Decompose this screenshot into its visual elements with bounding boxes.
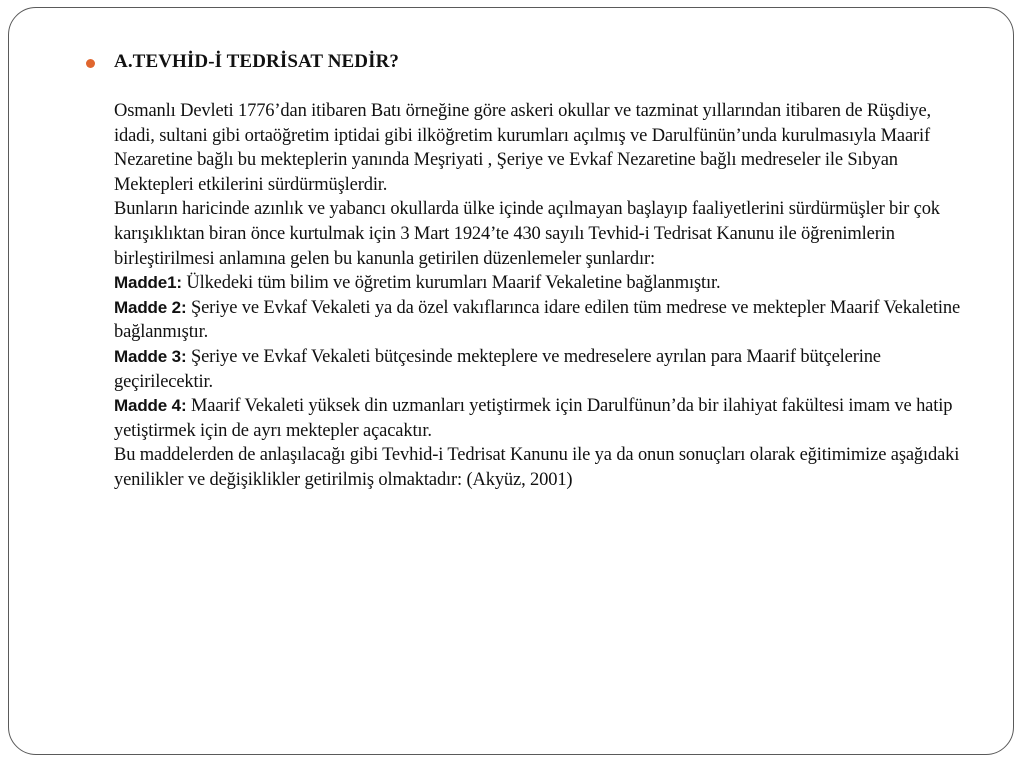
article-4-text: Maarif Vekaleti yüksek din uzmanları yetiştirmek için Darulfünun’da bir ilahiyat fakültesi imam ve hatip yetiştirmek için de ayrı mektepler açacaktır. bbox=[114, 396, 953, 441]
second-paragraph: Bunların haricinde azınlık ve yabancı okullarda ülke içinde açılmayan başlayıp faaliyetlerini sürdürmüşler bir çok karışıklıktan biran önce kurtulmak için 3 Mart 1924’te 430 sayılı Tevhid-i Tedrisat Kanunu ile öğrenimlerin birleştirilmesi anlamına gelen bu kanunla getirilen düzenlemeler şunlardır: bbox=[114, 199, 940, 269]
article-2-label: Madde 2: bbox=[114, 297, 187, 317]
article-2 bbox=[114, 296, 974, 345]
article-4-label: Madde 4: bbox=[114, 396, 187, 416]
article-3-label: Madde 3: bbox=[114, 346, 187, 366]
intro-paragraph: Osmanlı Devleti 1776’dan itibaren Batı örneğine göre askeri okullar ve tazminat yıllarından itibaren de Rüşdiye, idadi, sultani gibi ortaöğretim iptidai gibi ilköğretim kurumları açılmış ve Darulfünün’unda kurulmasıyla Maarif Nezaretine bağlı bu mekteplerin yanında Meşriyati , Şeriye ve Evkaf Nezaretine bağlı medreseler ile Sıbyan Mektepleri etkilerini sürdürmüşlerdir. bbox=[114, 101, 931, 195]
article-1-text: Ülkedeki tüm bilim ve öğretim kurumları Maarif Vekaletine bağlanmıştır. bbox=[181, 273, 721, 294]
slide-content bbox=[114, 50, 974, 493]
article-4 bbox=[114, 394, 974, 443]
bullet-dot-icon bbox=[86, 59, 95, 68]
article-1 bbox=[114, 271, 974, 296]
slide-heading: A.TEVHİD-İ TEDRİSAT NEDİR? bbox=[114, 51, 400, 72]
article-3 bbox=[114, 345, 974, 394]
closing-paragraph: Bu maddelerden de anlaşılacağı gibi Tevhid-i Tedrisat Kanunu ile ya da onun sonuçları olarak eğitimimize aşağıdaki yenilikler ve değişiklikler getirilmiş olmaktadır: (Akyüz, 2001) bbox=[114, 445, 960, 490]
article-3-text: Şeriye ve Evkaf Vekaleti bütçesinde mekteplere ve medreselere ayrılan para Maarif bütçelerine geçirilecektir. bbox=[114, 346, 881, 392]
article-2-text: Şeriye ve Evkaf Vekaleti ya da özel vakıflarınca idare edilen tüm medrese ve mektepler Maarif Vekaletine bağlanmıştır. bbox=[114, 297, 961, 343]
article-1-label: Madde1: bbox=[114, 273, 182, 293]
